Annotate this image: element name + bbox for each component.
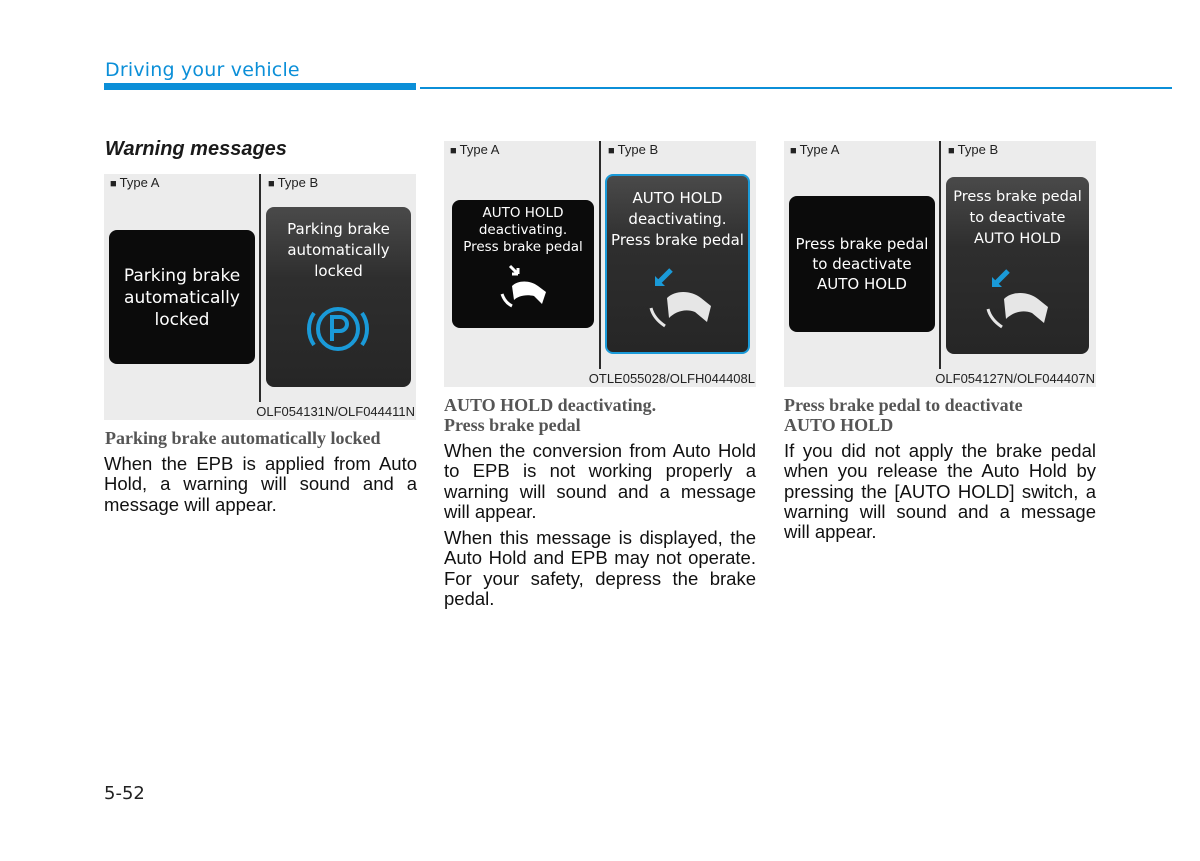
figure-code: OLF054127N/OLF044407N xyxy=(935,371,1095,386)
figure-parking-brake xyxy=(104,174,416,420)
figure-press-brake-pedal xyxy=(784,141,1096,387)
screen-line: locked xyxy=(314,262,363,280)
screen-line: Press brake pedal xyxy=(463,239,583,255)
paragraph: When the conversion from Auto Hold to EPB is not working properly a warning will sound and a message will appear. xyxy=(444,440,756,522)
paragraph: When this message is displayed, the Auto Hold and EPB may not operate. For your safety, depress the brake pedal. xyxy=(444,527,756,610)
screen-line: deactivating. xyxy=(478,222,568,238)
screen-line: AUTO HOLD xyxy=(974,231,1061,247)
header-rule-thick xyxy=(104,83,416,90)
screen-line: AUTO HOLD xyxy=(632,189,723,207)
paragraph: If you did not apply the brake pedal when you release the Auto Hold by pressing the [AUTO HOLD] switch, a warning will sound and a message will appear. xyxy=(784,440,1096,543)
caption-heading: Parking brake automatically locked xyxy=(105,428,381,448)
type-a-label: ■ Type A xyxy=(790,142,840,157)
screen-line: AUTO HOLD xyxy=(817,275,907,293)
type-a-label: ■ Type A xyxy=(110,175,160,190)
figure-divider xyxy=(259,174,261,402)
screen-line: AUTO HOLD xyxy=(482,205,564,221)
caption-heading: Press brake pedal to deactivate AUTO HOLD xyxy=(784,395,1023,435)
screen-type-a xyxy=(109,230,255,364)
screen-line: automatically xyxy=(124,287,240,308)
section-title: Driving your vehicle xyxy=(105,59,300,81)
brake-pedal-icon xyxy=(982,267,1056,331)
body-text xyxy=(784,441,1096,548)
screen-type-a xyxy=(789,196,935,332)
screen-line: to deactivate xyxy=(969,210,1066,226)
screen-line: to deactivate xyxy=(812,255,912,273)
figure-code: OLF054131N/OLF044411N xyxy=(256,404,415,419)
type-a-label: ■ Type A xyxy=(450,142,500,157)
screen-line: Parking brake xyxy=(287,220,390,238)
warning-messages-heading: Warning messages xyxy=(105,138,287,160)
body-text xyxy=(444,441,756,615)
body-text xyxy=(104,454,417,521)
page-number: 5-52 xyxy=(104,783,145,804)
screen-line: Press brake pedal xyxy=(611,231,744,249)
brake-pedal-icon xyxy=(645,266,719,330)
screen-type-b xyxy=(605,174,750,354)
paragraph: When the EPB is applied from Auto Hold, a warning will sound and a message will appear. xyxy=(104,453,417,515)
figure-code: OTLE055028/OLFH044408L xyxy=(588,371,755,386)
parking-brake-p-icon xyxy=(304,301,372,357)
screen-line: Parking brake xyxy=(123,266,241,286)
screen-line: deactivating. xyxy=(628,210,727,228)
brake-pedal-icon xyxy=(496,262,552,310)
header-rule-thin xyxy=(420,87,1172,89)
caption-heading: AUTO HOLD deactivating. Press brake pedal xyxy=(444,395,657,435)
screen-type-b xyxy=(266,207,411,387)
figure-divider xyxy=(599,141,601,369)
type-b-label: ■ Type B xyxy=(608,142,659,157)
screen-line: Press brake pedal xyxy=(795,235,929,253)
screen-line: Press brake pedal xyxy=(953,189,1082,205)
figure-auto-hold-deactivating xyxy=(444,141,756,387)
screen-type-b xyxy=(946,177,1089,354)
type-b-label: ■ Type B xyxy=(268,175,319,190)
screen-type-a xyxy=(452,200,594,328)
screen-line: automatically xyxy=(287,241,390,259)
figure-divider xyxy=(939,141,941,369)
type-b-label: ■ Type B xyxy=(948,142,999,157)
screen-line: locked xyxy=(154,309,210,330)
